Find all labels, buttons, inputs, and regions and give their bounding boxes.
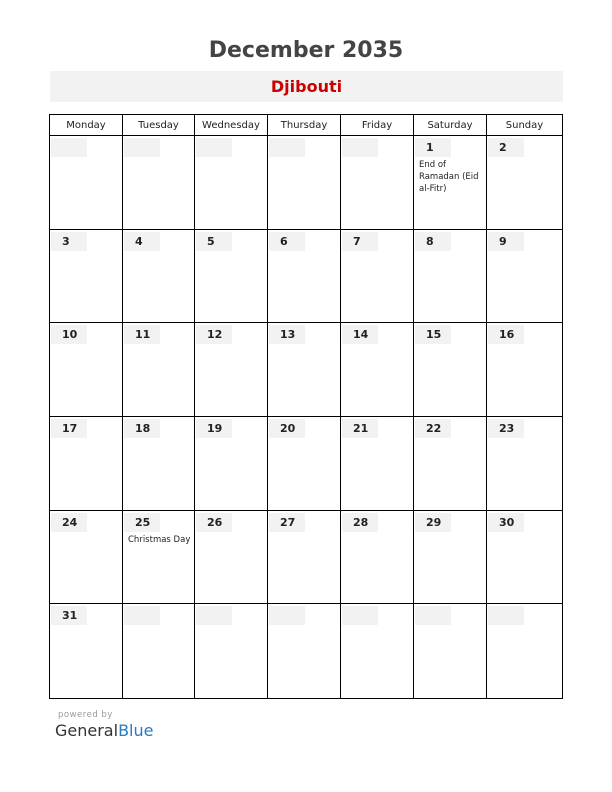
day-cell [341,604,414,698]
day-cell [50,230,123,324]
day-cell [268,230,341,324]
weekday-header-tuesday: Tuesday [123,115,195,136]
day-cell [341,136,414,230]
day-number: 16 [488,325,524,344]
day-number: 27 [269,513,305,532]
day-cell [195,323,268,417]
day-number: 14 [342,325,378,344]
day-number: 3 [51,232,87,251]
day-number [196,138,232,157]
day-number: 18 [124,419,160,438]
day-number: 5 [196,232,232,251]
day-cell [50,511,123,605]
day-cell [123,511,195,605]
day-number [488,606,524,625]
day-number: 10 [51,325,87,344]
day-number: 2 [488,138,524,157]
day-cell [341,323,414,417]
day-number: 12 [196,325,232,344]
day-cell [341,417,414,511]
day-cell [195,136,268,230]
day-number [342,138,378,157]
day-cell [487,511,562,605]
logo-text-general: General [55,721,119,740]
day-number [415,606,451,625]
day-cell [341,230,414,324]
day-number: 28 [342,513,378,532]
day-cell [195,230,268,324]
day-cell [50,417,123,511]
day-cell [268,604,341,698]
day-cell [50,604,123,698]
day-number: 15 [415,325,451,344]
day-number [342,606,378,625]
day-number [196,606,232,625]
day-cell [414,136,487,230]
day-number: 17 [51,419,87,438]
day-number: 11 [124,325,160,344]
weekday-header-monday: Monday [50,115,123,136]
day-number: 24 [51,513,87,532]
day-cell [195,417,268,511]
day-number: 6 [269,232,305,251]
day-number: 25 [124,513,160,532]
day-cell [123,323,195,417]
day-number: 19 [196,419,232,438]
day-cell [414,323,487,417]
day-number: 31 [51,606,87,625]
day-number: 8 [415,232,451,251]
day-number: 9 [488,232,524,251]
day-number: 22 [415,419,451,438]
day-number: 21 [342,419,378,438]
day-cell [123,417,195,511]
day-number: 13 [269,325,305,344]
day-cell [123,230,195,324]
day-cell [123,604,195,698]
day-number: 29 [415,513,451,532]
day-cell [268,136,341,230]
day-number [269,606,305,625]
day-number [124,606,160,625]
weekday-header-saturday: Saturday [414,115,487,136]
day-number [124,138,160,157]
day-cell [268,417,341,511]
day-number [269,138,305,157]
day-cell [414,511,487,605]
generalblue-logo [55,721,153,740]
day-cell [414,417,487,511]
day-cell [487,323,562,417]
powered-by-label: powered by [58,710,113,720]
logo-text-blue: Blue [118,721,154,740]
holiday-event: End of Ramadan (Eid al-Fitr) [419,160,479,194]
day-number: 4 [124,232,160,251]
country-name: Djibouti [270,77,343,96]
day-number: 30 [488,513,524,532]
country-banner [50,71,563,102]
day-cell [195,511,268,605]
day-number: 23 [488,419,524,438]
day-cell [414,604,487,698]
weekday-header-sunday: Sunday [487,115,562,136]
day-number: 20 [269,419,305,438]
day-cell [123,136,195,230]
day-cell [414,230,487,324]
calendar-grid [49,114,563,699]
holiday-event: Christmas Day [128,534,191,545]
day-cell [50,136,123,230]
day-cell [268,511,341,605]
weekday-header-wednesday: Wednesday [195,115,268,136]
day-number: 7 [342,232,378,251]
weekday-header-friday: Friday [341,115,414,136]
day-cell [341,511,414,605]
weekday-header-thursday: Thursday [268,115,341,136]
day-cell [487,230,562,324]
day-cell [195,604,268,698]
day-number: 1 [415,138,451,157]
day-number [51,138,87,157]
day-cell [487,604,562,698]
day-cell [268,323,341,417]
day-cell [487,136,562,230]
day-cell [50,323,123,417]
day-cell [487,417,562,511]
calendar-title: December 2035 [208,38,404,63]
day-number: 26 [196,513,232,532]
